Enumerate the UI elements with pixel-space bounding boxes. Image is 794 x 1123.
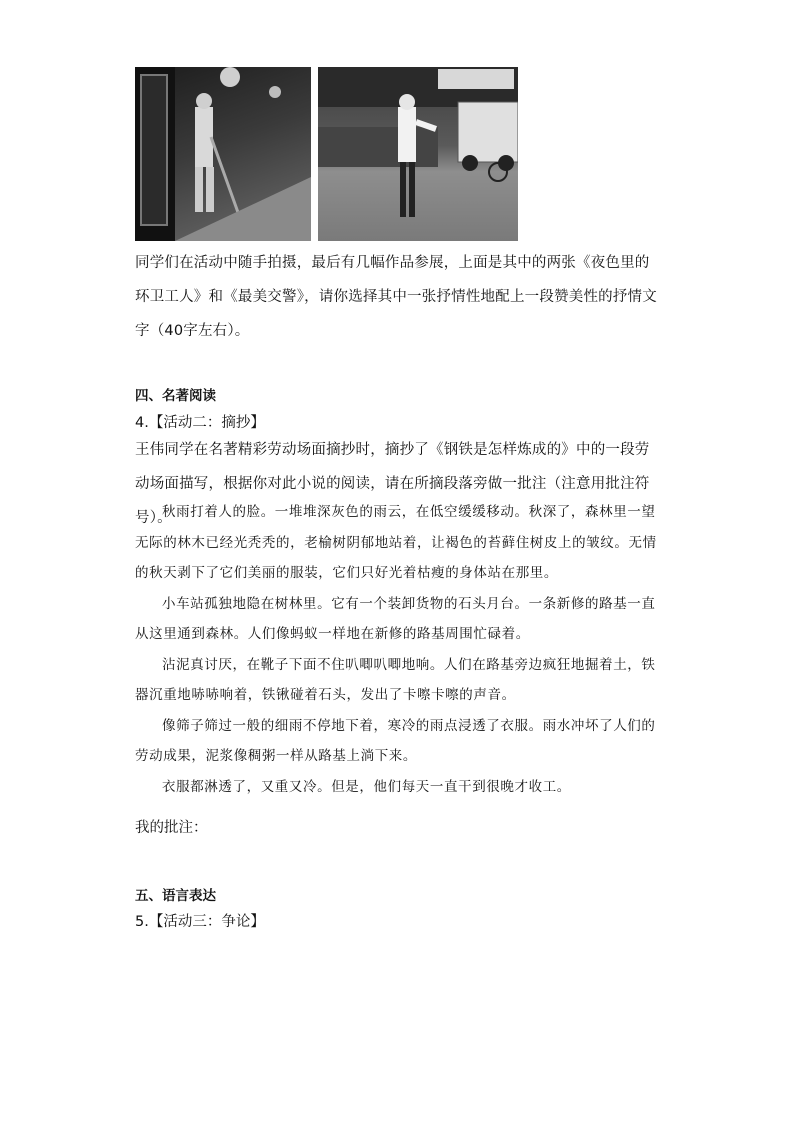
excerpt-paragraph: 衣服都淋透了，又重又冷。但是，他们每天一直干到很晚才收工。 [162, 778, 571, 795]
novel-excerpt [135, 497, 663, 802]
excerpt-paragraph: 小车站孤独地隐在树林里。它有一个装卸货物的石头月台。一条新修的路基一直从这里通到森林。人们像蚂蚁一样地在新修的路基周围忙碌着。 [135, 595, 656, 642]
traffic-police-illustration [318, 67, 518, 241]
question-5-label: 5.【活动三：争论】 [135, 914, 265, 930]
excerpt-paragraph: 秋雨打着人的脸。一堆堆深灰色的雨云，在低空缓缓移动。秋深了，森林里一望无际的林木已经光秃秃的，老榆树阴郁地站着，让褐色的苔藓住树皮上的皱纹。无情的秋天剥下了它们美丽的服装，它们只好光着枯瘦的身体站在那里。 [135, 504, 657, 581]
question-4-intro: 王伟同学在名著精彩劳动场面摘抄时，摘抄了《钢铁是怎样炼成的》中的一段劳动场面描写，根据你对此小说的阅读，请在所摘段落旁做一批注（注意用批注符号）。 [135, 442, 650, 526]
section-4-heading: 四、名著阅读 [135, 388, 216, 404]
excerpt-paragraph: 像筛子筛过一般的细雨不停地下着，寒冷的雨点浸透了衣服。雨水冲坏了人们的劳动成果，泥浆像稠粥一样从路基上淌下来。 [135, 717, 656, 764]
photo-prompt-text: 同学们在活动中随手拍摄，最后有几幅作品参展，上面是其中的两张《夜色里的环卫工人》和《最美交警》，请你选择其中一张抒情性地配上一段赞美性的抒情文字（40字左右）。 [135, 255, 657, 339]
traffic-police-photo [318, 67, 518, 241]
sanitation-worker-photo [135, 67, 311, 241]
photo-row [135, 67, 519, 241]
question-4-label: 4.【活动二：摘抄】 [135, 415, 265, 431]
section-5-heading: 五、语言表达 [135, 888, 216, 904]
sanitation-worker-illustration [135, 67, 311, 241]
annotation-label: 我的批注： [135, 820, 208, 836]
excerpt-paragraph: 沾泥真讨厌，在靴子下面不住叭唧叭唧地响。人们在路基旁边疯狂地掘着土，铁器沉重地哧哧响着，铁锹碰着石头，发出了卡嚓卡嚓的声音。 [135, 656, 656, 703]
